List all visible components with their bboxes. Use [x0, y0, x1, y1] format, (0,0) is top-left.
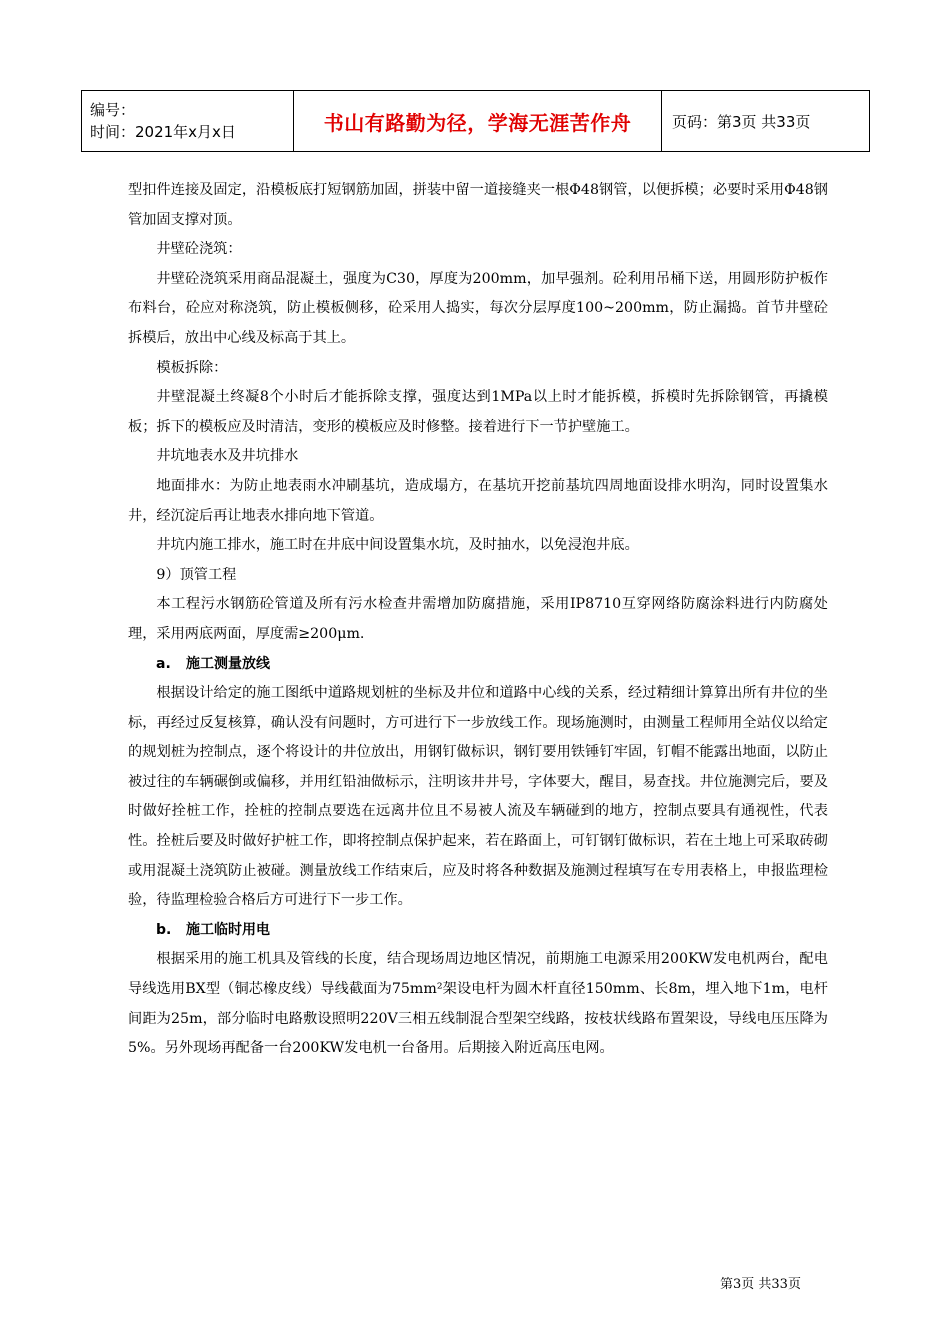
body-paragraph: 根据采用的施工机具及管线的长度，结合现场周边地区情况，前期施工电源采用200KW发电机两台，配电导线选用BX型（铜芯橡皮线）导线截面为75mm²架设电杆为圆木杆直径150mm、长8m，埋入地下1m，电杆间距为25m，部分临时电路敷设照明220V三相五线制混合型架空线路，按枝状线路布置架设，导线电压压降为5%。另外现场再配备一台200KW发电机一台备用。后期接入附近高压电网。 [128, 951, 828, 1057]
body-paragraph: 井坑内施工排水，施工时在井底中间设置集水坑，及时抽水，以免浸泡井底。 [156, 537, 639, 554]
section-heading-marker: b. [156, 921, 172, 938]
footer-page-info: 第3页 共33页 [720, 1277, 801, 1292]
body-paragraph: 根据设计给定的施工图纸中道路规划桩的坐标及井位和道路中心线的关系，经过精细计算算出所有井位的坐标，再经过反复核算，确认没有问题时，方可进行下一步放线工作。现场施测时，由测量工程师用全站仪以给定的规划桩为控制点，逐个将设计的井位放出，用钢钉做标识，钢钉要用铁锤钉牢固，钉帽不能露出地面，以防止被过往的车辆碾倒或偏移，并用红铅油做标示，注明该井井号，字体要大，醒目，易查找。井位施测完后，要及时做好拴桩工作，拴桩的控制点要选在远离井位且不易被人流及车辆碰到的地方，控制点要具有通视性，代表性。拴桩后要及时做好护桩工作，即将控制点保护起来，若在路面上，可钉钢钉做标识，若在土地上可采取砖砌或用混凝土浇筑防止被碰。测量放线工作结束后，应及时将各种数据及施测过程填写在专用表格上，申报监理检验，待监理检验合格后方可进行下一步工作。 [128, 685, 828, 909]
body-paragraph: 井壁砼浇筑： [156, 241, 242, 258]
header-meta [82, 91, 294, 152]
document-header [81, 90, 870, 152]
body-paragraph: 本工程污水钢筋砼管道及所有污水检查井需增加防腐措施，采用IP8710互穿网络防腐涂料进行内防腐处理，采用两底两面，厚度需≥200μm. [128, 596, 828, 642]
body-paragraph: 井壁混凝土终凝8个小时后才能拆除支撑，强度达到1MPa以上时才能拆模，拆模时先拆除钢管，再撬模板；拆下的模板应及时清洁，变形的模板应及时修整。接着进行下一节护壁施工。 [128, 389, 828, 435]
document-time-label: 时间：2021年x月x日 [90, 123, 236, 141]
section-heading-text: 施工临时用电 [186, 921, 270, 938]
document-number-label: 编号： [90, 101, 136, 119]
document-body [128, 176, 828, 1064]
body-paragraph: 9）顶管工程 [156, 566, 237, 583]
body-paragraph: 地面排水：为防止地表雨水冲刷基坑，造成塌方，在基坑开挖前基坑四周地面设排水明沟，同时设置集水井，经沉淀后再让地表水排向地下管道。 [128, 477, 828, 524]
body-paragraph: 井坑地表水及井坑排水 [156, 448, 299, 465]
body-paragraph: 型扣件连接及固定，沿模板底打短钢筋加固，拼装中留一道接缝夹一根Φ48钢管，以便拆模；必要时采用Φ48钢管加固支撑对顶。 [128, 182, 828, 228]
header-motto: 书山有路勤为径，学海无涯苦作舟 [294, 91, 662, 152]
body-paragraph: 井壁砼浇筑采用商品混凝土，强度为C30，厚度为200mm，加早强剂。砼利用吊桶下送，用圆形防护板作布料台，砼应对称浇筑，防止模板侧移，砼采用人捣实，每次分层厚度100~200mm，防止漏捣。首节井壁砼拆模后，放出中心线及标高于其上。 [128, 270, 828, 346]
body-paragraph: 模板拆除： [156, 359, 228, 376]
section-heading [128, 916, 828, 946]
header-page-info: 页码：第3页 共33页 [662, 91, 870, 152]
section-heading-marker: a. [156, 655, 171, 672]
section-heading-text: 施工测量放线 [186, 655, 270, 672]
section-heading [128, 650, 828, 680]
